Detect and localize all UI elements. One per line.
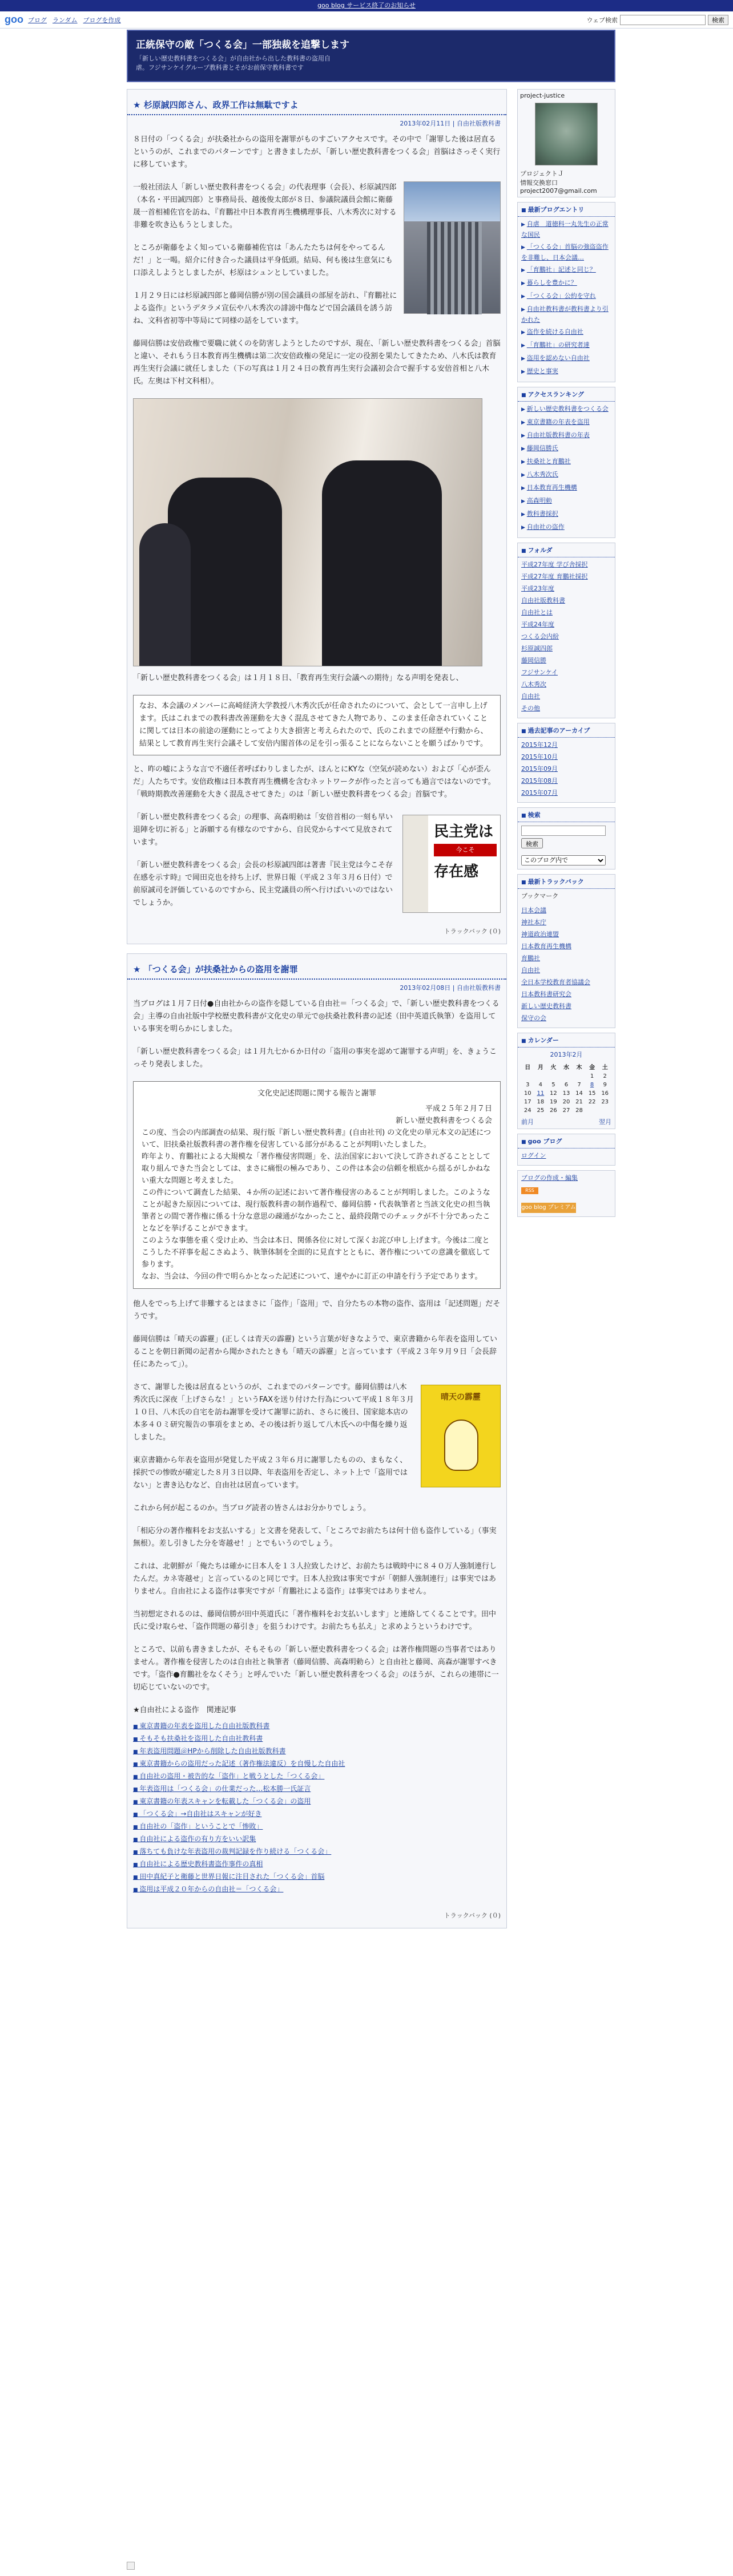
archive-link[interactable]: 2015年12月 [521,741,558,749]
blog-edit-link[interactable]: ブログの作成・編集 [521,1174,578,1182]
recent-entry-link[interactable]: 盗用を認めない自由社 [526,354,590,362]
entry-meta[interactable]: 2013年02月08日 | 自由社版教科書 [400,984,501,992]
related-link[interactable]: ■ 自由社による歴史教科書盗作事件の真相 [133,1858,501,1871]
entry-title[interactable] [127,954,506,980]
ranking-link[interactable]: 扶桑社と育鵬社 [526,458,571,465]
archive-list [518,738,615,802]
web-search-label: ウェブ検索 [586,16,618,24]
trackback-link[interactable]: トラックバック (０) [444,1912,501,1919]
entry-body [127,994,506,1896]
entry-paragraph: 藤岡信勝は安倍政権で要職に就くのを防害しようとしたのですが、現在、「新しい歴史教科書をつくる会」首脳と違い、それもう日本教育再生機構は第二次安倍政権の発足に一定の役割を果たしてきたため、八木氏は教育再生実行会議に就任しました（下の写真は１月２４日の教育再生実行会議初会合で握手する安倍首相と八木氏。左奥は下村文科相）。 [133,339,501,386]
entry-paragraph: これは、北朝鮮が「俺たちは確かに日本人を１３人拉致したけど、お前たちは戦時中に８４０万人強制連行したんだ。カネ寄越せ」と言っているのと同じです。日本人拉致は事実ですが「朝鮮人強制連行」は事実ではありません。自由社による盗作は事実ですが「育鵬社による盗作」は事実ではありません。 [133,1562,497,1596]
bookmark-list [518,903,615,1028]
calendar-month: 2013年2月 [550,1051,583,1058]
document-paragraph: なお、当会は、今回の件で明らかとなった記述について、速やかに訂正の申請を行う予定であります。 [142,1272,482,1281]
bookmark-link[interactable]: 神社本庁 [521,919,546,926]
related-link[interactable]: ■ 東京書籍の年表を盗用した自由社版教科書 [133,1720,501,1733]
goo-toolbar [0,11,733,29]
ranking-link[interactable]: 日本教育再生機構 [526,484,577,491]
profile-contact: 情報交換窓口 [520,179,558,187]
folder-link[interactable]: 杉原誠四郎 [521,645,553,652]
document-paragraph: 昨年より、育鵬社による大規模な「著作権侵害問題」を、法治国家において決して許されざることとして取り組んできた当会としては、まさに痛恨の極みであり、この件は本会の信頼を根底から揺るがしかねない重大な問題と考えました。 [142,1152,491,1185]
recent-entries-title: ■ 最新プログエントリ [518,203,615,217]
entry-title-text[interactable]: 杉原誠四郎さん、政界工作は無駄ですよ [143,100,299,110]
entry-paragraph: ８日付の「つくる会」が扶桑社からの盗用を謝罪がものすごいアクセスです。その中で「謝罪した後は居直るというのが、これまでのパターンです」と書きましたが、「新しい歴史教科書をつくる会」首脳はさっそく実行に移しています。 [133,135,501,169]
access-ranking [517,387,615,538]
bookmark-link[interactable]: 神道政治連盟 [521,931,559,938]
entry-paragraph: 「新しい歴史教科書をつくる会」会長の杉原誠四郎は著書『民主党は今こそ存在感を示す時』で岡田克也を持ち上げ、世界日報（平成２３年３月６日付）で前原誠司を評価しているのですから、民主党議員の所へ行けばいいのではないでしょうか。 [133,861,393,907]
ranking-link[interactable]: 自由社の盗作 [526,523,565,531]
entry-paragraph: 「新しい歴史教科書をつくる会」は１月九七か６か日付の「盗用の事実を認めて謝罪する声明」を、きょうこっそり発表しました。 [133,1048,497,1069]
goo-blog-box [517,1134,615,1166]
folders-title: ■ フォルダ [518,543,615,557]
web-search-button[interactable]: 検索 [708,15,728,25]
rss-icon[interactable]: RSS [521,1187,538,1194]
entry-paragraph: と、昨の嘘にような言で不適任者呼ばわりしましたが、ほんとにKYな（空気が読めない）および「心が歪んだ」人たちです。安倍政権は日本教育再生機構を含むネットワークが作ったと言っても過言ではないのです。「戦時期教改善運動を大きく混乱させてきた」のは「新しい歴史教科書をつくる会」首脳です。 [133,765,496,799]
blog-search-input[interactable] [521,826,606,836]
entry-meta[interactable]: 2013年02月11日 | 自由社版教科書 [400,120,501,127]
folders [517,543,615,718]
bookmark-link[interactable]: 日本教科書研究会 [521,990,571,998]
related-link[interactable]: ■ 年表盗用問題＠HPから削除した自由社版教科書 [133,1745,501,1758]
related-link[interactable]: ■ 自由社による盗作の有り方をいい訳集 [133,1833,501,1846]
profile-email[interactable]: project2007@gmail.com [520,187,597,195]
book-cover-image: 民主党は 今こそ 存在感 [402,815,501,913]
entry-paragraph: これから何が起こるのか。当ブログ読者の皆さんはお分かりでしょう。 [133,1504,371,1513]
entry-paragraph: 当ブログは１月７日付●自由社からの盗作を隠している自由社＝「つくる会」で、「新しい歴史教科書をつくる会」主導の自由社版中学校歴史教科書が文化史の単元で◎扶桑社教科書の記述（田中英道氏執筆）を盗用している事実を明らかにしました。 [133,1000,500,1033]
archives [517,723,615,803]
archives-title: ■ 過去記事のアーカイブ [518,723,615,738]
archive-link[interactable]: 2015年10月 [521,753,558,761]
building-photo [404,181,501,314]
related-link[interactable]: ■ 自由社の盗用・被告的な「盗作」と戦うとした「つくる会」 [133,1770,501,1783]
folder-link[interactable]: 平成24年度 [521,621,554,628]
star-icon: ★ [133,100,141,110]
folder-link[interactable]: 平成27年度 学び舎採択 [521,561,588,568]
related-link[interactable]: ■ 田中真紀子と衛藤と世界日報に注目された「つくる会」首脳 [133,1871,501,1883]
ranking-link[interactable]: 自由社版教科書の年表 [526,431,590,439]
entry-paragraph: ところで、以前も書きましたが、そもそもの「新しい歴史教科書をつくる会」は著作権問題の当事者ではありません。著作権を侵害したのは自由社と執筆者（藤岡信勝、高森明勅ら）と自由社と藤岡、高森が謝罪すべきです。「盗作●育鵬社をなくそう」と呼んでいた「新しい歴史教科書をつくる会」のほうが、これらの連帯に一切応じていないのです。 [133,1645,499,1692]
related-link[interactable]: ■ 年表盗用は「つくる会」の仕業だった…松本勝一氏証言 [133,1783,501,1795]
sidebar [517,89,615,1938]
calendar-next-link[interactable]: 翌月 [599,1118,611,1126]
recent-entry-link[interactable]: 「つくる会」公約を守れ [526,292,596,300]
blog-search [517,807,615,870]
calendar-title: ■ カレンダー [518,1033,615,1048]
trackbacks-title: ■ 最新トラックバック [518,875,615,889]
yellow-banner-image: 晴天の霹靂 [421,1385,501,1487]
bookmark-subtitle: ブックマーク [521,892,559,900]
folder-link[interactable]: 自由社とは [521,609,553,616]
folder-link[interactable]: つくる会内紛 [521,633,559,640]
archive-link[interactable]: 2015年08月 [521,777,558,784]
nav-create-blog[interactable]: ブログを作成 [83,16,121,24]
folder-link[interactable]: 藤岡信勝 [521,657,546,664]
goo-premium-badge[interactable]: goo blog プレミアム [521,1203,576,1213]
blog-description-line-1: 「新しい歴史教科書をつくる会」が自由社から出した教科書の盗用自 [136,55,331,62]
content-wrap [127,89,615,1938]
blog-description [136,54,606,72]
bookmark-link[interactable]: 日本会議 [521,907,546,914]
entry-paragraph: さて、謝罪した後は居直るというのが、これまでのパターンです。藤岡信勝は八木秀次氏に深夜「上げさらな！」というFAXを送り付けた行為について平成１８年３月１０日、八木氏の自宅を訪ね謝罪を受けて謝罪に訪れ、さらに後日、国家総本店の本多４０ミ研究報告の事項をまとめ、その後は折り返して八木氏への中傷を繰り返しました。 [133,1383,414,1442]
folder-link[interactable]: フジサンケイ [521,669,558,676]
broken-image-icon [127,2562,135,2570]
blog-header [127,30,615,82]
blog-search-title: ■ 検索 [518,808,615,822]
blog-tools-box [517,1170,615,1217]
entry-paragraph: 他人をでっち上げて非難するとはまさに「盗作」「盗用」で、自分たちの本物の盗作、盗用は「記述問題」だそうです。 [133,1300,501,1321]
recent-entry-link[interactable]: 自虐 道徳科一丸先生の正常な国民 [521,220,609,238]
archive-link[interactable]: 2015年09月 [521,765,558,773]
document-paragraph: この度、当会の内部調査の結果、現行版『新しい歴史教科書』(自由社刊) の文化史の単元本文の記述について、旧扶桑社版教科書の著作権を侵害している部分があることが判明いたしました。 [142,1129,492,1149]
blog-description-line-2: 虐。フジサンケイグループ教科書とそがお前保守教科書です [136,64,304,71]
calendar-grid: 日 月 火 水 木 金 土 1 2 3 4 5 6 7 8 9 10 11 12 13 14 15 16 17 18 19 20 21 22 23 24 25 26 27 28 [523,1065,609,1114]
goo-blog-title: ■ goo ブログ [518,1134,615,1149]
profile-name[interactable]: project-justice [520,92,565,99]
apology-document [133,1081,501,1289]
bookmark-link[interactable]: 全日本学校教育者協議会 [521,978,590,986]
entry-title-text[interactable]: 「つくる会」が扶桑社からの盗用を謝罪 [143,964,298,974]
web-search-input[interactable] [620,15,706,25]
related-link[interactable]: ■ そもそも扶桑社を盗用した自由社教科書 [133,1733,501,1745]
folder-link[interactable]: 自由社版教科書 [521,597,565,604]
related-link[interactable]: ■ 落ちても負けな年表盗用の裁判記録を作り続ける「つくる会」 [133,1846,501,1858]
star-icon: ★ [133,964,141,974]
service-notice-bar [0,0,733,11]
login-link[interactable]: ログイン [521,1152,546,1159]
document-org: 新しい歴史教科書をつくる会 [395,1117,492,1125]
document-date: 平成２５年２月７日 [425,1105,492,1113]
service-notice-link[interactable]: goo blog サービス終了のお知らせ [317,2,416,9]
related-link[interactable]: ■ 東京書籍の年表スキャンを転載した「つくる会」の盗用 [133,1795,501,1808]
blog-title[interactable]: 正統保守の敵「つくる会」一部独裁を追撃します [136,39,349,51]
goo-logo[interactable]: goo [5,14,23,25]
folder-link[interactable]: 八木秀次 [521,681,546,688]
access-ranking-list [518,402,615,537]
related-list [133,1720,501,1896]
entry-paragraph: 「相応分の著作権料をお支払いする」と文書を発表して、「ところでお前たちは何十倍も盗作している」（事実無根）。差し引きした分を寄越せ！」とでもいうのでしょう。 [133,1527,497,1548]
related-link[interactable]: ■ 「つくる会」→自由社はスキャンが好き [133,1808,501,1821]
recent-entry-link[interactable]: 盗作を続ける自由社 [526,328,583,335]
folder-link[interactable]: 平成27年度 育鵬社採択 [521,573,588,580]
web-search [586,15,728,25]
related-link[interactable]: ■ 東京書籍からの盗用だった記述（著作権法違反）を自慢した自由社 [133,1758,501,1770]
document-paragraph: このような事態を重く受け止め、当会は本日、関係各位に対して深くお詫び申し上げます。今後は二度とこうした不祥事を起こさぬよう、執筆体制を全面的に見直すとともに、著作権についての意識を徹底して参ります。 [142,1236,490,1269]
bookmark-link[interactable]: 育鵬社 [521,955,540,962]
entry-title[interactable] [127,90,506,115]
handshake-photo [133,398,482,666]
calendar-prev-link[interactable]: 前月 [521,1118,534,1126]
ranking-link[interactable]: 藤岡信勝氏 [526,444,558,452]
profile-box [517,89,615,197]
entry-body [127,130,506,909]
avatar[interactable] [535,103,598,165]
bookmark-link[interactable]: 自由社 [521,966,540,974]
ranking-link[interactable]: 高森明勅 [526,497,552,504]
entry [127,89,507,944]
ranking-link[interactable]: 新しい歴史教科書をつくる会 [526,405,609,413]
related-link[interactable]: ■ 自由社の「盗作」ということで「惨敗」 [133,1821,501,1833]
entry-paragraph: 東京書籍から年表を盗用が発覚した平成２３年６月に謝罪したものの、まもなく、採択での惨敗が確定した８月３日以降、年表盗用を否定し、ネット上で「盗用ではない」と書き込むなど、自由社は居直っています。 [133,1456,408,1490]
blog-search-scope-select[interactable] [521,855,606,866]
entry-paragraph: １月２９日には杉原誠四郎と藤岡信勝が別の国会議員の部屋を訪れ、『育鵬社による盗作』というデタラメ宣伝や八木秀次の誹謗中傷などで国会議員を誘う訪ね、文科省初等中等局にて同様の話をしています。 [133,292,397,325]
folder-link[interactable]: 自由社 [521,693,540,700]
related-title: ★自由社による盗作 関連記事 [133,1706,236,1714]
entry-paragraph: 当初想定されるのは、藤岡信勝が田中英道氏に「著作権料をお支払いします」と連絡してくることです。田中氏に受け取らせ、「盗作問題の幕引き」を狙うわけです。お前たちも払え」と求めようというわけです。 [133,1610,496,1631]
document-title: 文化史記述問題に関する報告と謝罪 [257,1089,376,1098]
recent-entry-link[interactable]: 自由社教科書が教科書より引かれた [521,305,609,323]
recent-entries [517,202,615,382]
folder-link[interactable]: その他 [521,705,540,712]
main-column [127,89,507,1938]
recent-entry-link[interactable]: 暮らしを豊かに？ [526,279,577,286]
bookmark-link[interactable]: 保守の会 [521,1014,546,1022]
document-paragraph: この件について調査した結果、４か所の記述において著作権侵害のあることが判明しました。このようなことが起きた原因については、現行版教科書の制作過程で、藤岡信勝・代表執筆者と当該文化史の担当執筆者との間で著作権に係る十分な意思の疎通がなかったこと、最終段階でのチェックが不十分であったことなどを挙げることができます。 [142,1188,490,1233]
recent-entry-link[interactable]: 歴史と事実 [526,367,558,375]
profile-role: プロジェクトＪ [520,170,564,177]
calendar [517,1033,615,1129]
blog-search-button[interactable]: 検索 [521,838,543,848]
entry [127,953,507,1928]
ranking-link[interactable]: 八木秀次氏 [526,471,558,478]
entry-paragraph: 藤岡信勝は「晴天の霹靂」(正しくは青天の霹靂) という言葉が好きなようで、東京書籍から年表を盗用していることを朝日新聞の記者から聞かされたときも「晴天の霹靂」と言っています（平成２３年９月９日「会長辞任にあたって」）。 [133,1335,498,1369]
photo-caption: 「新しい歴史教科書をつくる会」は１月１８日、「教育再生実行会議への期待」なる声明を発表し、 [133,674,464,682]
ranking-link[interactable]: 教科書採択 [526,510,558,517]
entry-paragraph: ところが衛藤をよく知っている衛藤補佐官は「あんたたちは何をやってるんだ！」と一喝。紹介に付き合った議員は平身低頭。結局、何も後は生意気にも口添えしようとしましたが、杉原はシュンとしていました。 [133,244,393,277]
related-link[interactable]: ■ 盗用は平成２０年からの自由社＝「つくる会」 [133,1883,501,1896]
entry-paragraph: 一般社団法人「新しい歴史教科書をつくる会」の代表理事（会長）、杉原誠四郎（本名・平田誠四郎）と事務局長、越後俊太郎が８日、参議院議員会館に衛藤晟一首相補佐官を訪ね、『育鵬社中日本教育再生機構理事長、八木秀次に対する非難を吹き込もうとしました。 [133,183,397,229]
bookmark-link[interactable]: 新しい歴史教科書 [521,1002,571,1010]
recent-entry-link[interactable]: 「育鵬社」の研究者達 [526,341,590,349]
access-ranking-title: ■ アクセスランキング [518,387,615,402]
nav-random[interactable]: ランダム [53,16,78,24]
folder-link[interactable]: 平成23年度 [521,585,554,592]
quoted-statement: なお、本会議のメンバーに高崎経済大学教授八木秀次氏が任命されたのについて、会として一言申し上げます。氏はこれまでの教科書改善運動を大きく混乱させてきた人物であり、このまま任命されていくことに関しては日本の前途の運動にとってより大き損害と考えられたので、氏のこれまでの経歴や行動から、結果として教育再生実行会議そして安倍内閣首体の足を引っ張ることにならないことを願うばかりです。 [133,695,501,755]
folder-list [518,557,615,718]
recent-entries-list [518,217,615,382]
nav-blog[interactable]: ブログ [28,16,47,24]
recent-entry-link[interactable]: 「育鵬社」記述と同じ？ [526,266,596,273]
recent-entry-link[interactable]: 「つくる会」首脳の強盗盗作を非難し、日本会議… [521,243,609,261]
archive-link[interactable]: 2015年07月 [521,789,558,796]
entry-paragraph: 「新しい歴史教科書をつくる会」の理事、高森明勅は「安倍首相の一刻も早い退陣を切に祈る」と訴願する有様なのですから、自民党からすべて見放されています。 [133,813,393,847]
bookmark-link[interactable]: 日本教育再生機構 [521,943,571,950]
ranking-link[interactable]: 東京書籍の年表を盗用 [526,418,590,426]
trackback-link[interactable]: トラックバック (０) [444,928,501,935]
bookmarks [517,874,615,1028]
